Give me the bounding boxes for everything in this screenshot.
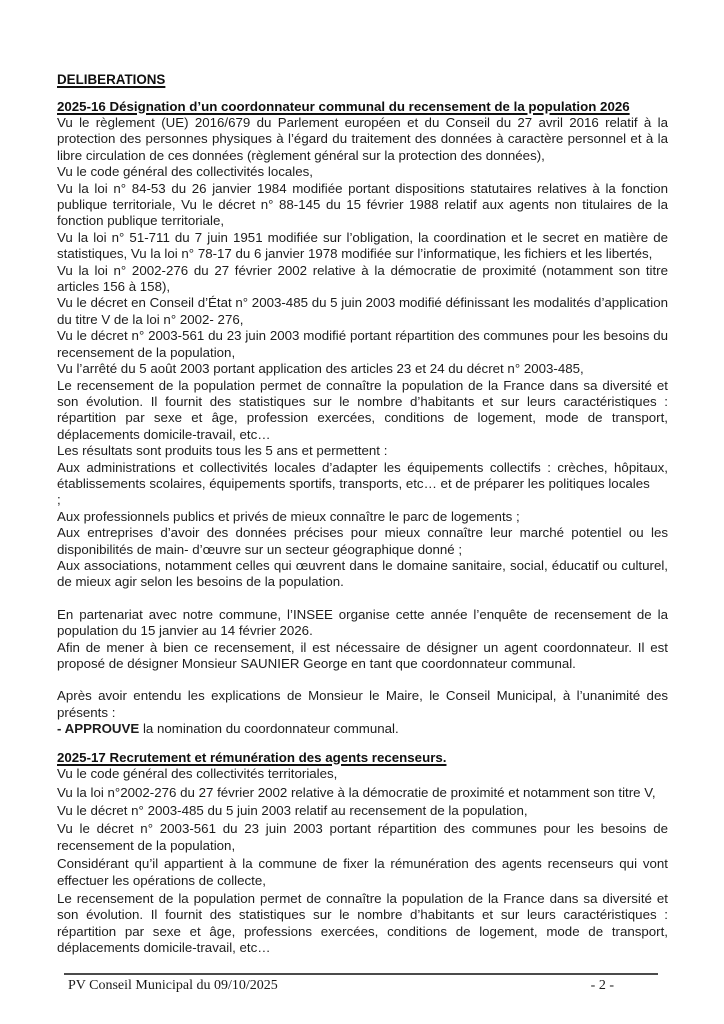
page-title: DELIBERATIONS [57, 72, 166, 87]
footer-document-reference: PV Conseil Municipal du 09/10/2025 [68, 978, 278, 993]
section-partnership-paragraphs [57, 607, 668, 673]
footer-page-number: - 2 - [590, 978, 614, 993]
paragraph: Aux professionnels publics et privés de mieux connaître le parc de logements ; [57, 508, 520, 524]
paragraph: Vu la loi n° 51-711 du 7 juin 1951 modifiée sur l’obligation, la coordination et le secret en matière de statistiques, Vu la loi n° 78-17 du 6 janvier 1978 modifiée sur l’informatique, les fichiers et les libertés, [57, 229, 668, 262]
section-deliberation-2025-17 [57, 750, 668, 957]
paragraph: Aux entreprises d’avoir des données précises pour mieux connaître leur marché potentiel ou les disponibilités de main- d’œuvre sur un secteur géographique donné ; [57, 525, 668, 557]
paragraph: Vu le décret en Conseil d’État n° 2003-485 du 5 juin 2003 modifié définissant les modalités d’application du titre V de la loi n° 2002- 276, [57, 295, 668, 327]
paragraph: En partenariat avec notre commune, l’INSEE organise cette année l’enquête de recensement de la population du 15 janvier au 14 février 2026. [57, 606, 668, 639]
paragraph: Considérant qu’il appartient à la commune de fixer la rémunération des agents recenseurs qui vont effectuer les opérations de collecte, [57, 856, 668, 888]
paragraph: Vu le code général des collectivités locales, [57, 164, 313, 180]
section-deliberation-2025-16 [57, 99, 668, 738]
paragraph: Vu le décret n° 2003-561 du 23 juin 2003 portant répartition des communes pour les besoins de recensement de la population, [57, 821, 668, 853]
paragraph: Vu la loi n°2002-276 du 27 février 2002 relative à la démocratie de proximité et notamment son titre V, [57, 784, 656, 800]
paragraph: Le recensement de la population permet de connaître la population de la France dans sa diversité et son évolution. Il fournit des statistiques sur le nombre d’habitants et sur leurs caractéristiques : répartition par sexe et âge, profession exercées, conditions de logement, mode de transport, déplacements domicile-travail, etc… [57, 377, 668, 442]
decision-label: - APPROUVE [57, 721, 140, 737]
paragraph: Vu l’arrêté du 5 août 2003 portant application des articles 23 et 24 du décret n° 2003-485, [57, 361, 584, 377]
paragraph: ; [57, 492, 61, 508]
paragraph: Vu le décret n° 2003-485 du 5 juin 2003 relatif au recensement de la population, [57, 802, 528, 818]
decision-text: la nomination du coordonnateur communal. [139, 721, 399, 737]
section-recitals [57, 766, 668, 956]
blank-line [57, 738, 668, 750]
paragraph: Vu la loi n° 2002-276 du 27 février 2002 relative à la démocratie de proximité (notamment son titre articles 156 à 158), [57, 262, 668, 295]
paragraph: Les résultats sont produits tous les 5 ans et permettent : [57, 443, 388, 459]
paragraph: Vu le règlement (UE) 2016/679 du Parlement européen et du Conseil du 27 avril 2016 relatif à la protection des personnes physiques à l’égard du traitement des données à caractère personnel et à la libre circulation de ces données (règlement général sur la protection des données), [57, 115, 668, 163]
blank-line [57, 672, 668, 688]
blank-line [57, 591, 668, 607]
paragraph: Afin de mener à bien ce recensement, il est nécessaire de désigner un agent coordonnateur. Il est proposé de désigner Monsieur SAUNIER George en tant que coordonnateur communal. [57, 639, 668, 671]
paragraph: Vu le code général des collectivités territoriales, [57, 766, 338, 782]
page-footer [64, 973, 658, 994]
footer-divider [64, 973, 658, 975]
section-recitals [57, 115, 668, 591]
paragraph: Vu la loi n° 84-53 du 26 janvier 1984 modifiée portant dispositions statutaires relatives à la fonction publique territoriale, Vu le décret n° 88-145 du 15 février 1988 relatif aux agents non titulaires de la fonction publique territoriale, [57, 180, 668, 229]
decision-line [57, 721, 668, 737]
section-heading: 2025-16 Désignation d’un coordonnateur communal du recensement de la population 2026 [57, 98, 630, 114]
paragraph: Aux associations, notamment celles qui œuvrent dans le domaine sanitaire, social, éducatif ou culturel, de mieux agir selon les besoins de la population. [57, 557, 668, 590]
section-heading: 2025-17 Recrutement et rémunération des agents recenseurs. [57, 749, 447, 765]
paragraph: Vu le décret n° 2003-561 du 23 juin 2003 modifié portant répartition des communes pour les besoins du recensement de la population, [57, 328, 668, 360]
page-content [57, 72, 668, 959]
closing-statement: Après avoir entendu les explications de Monsieur le Maire, le Conseil Municipal, à l’unanimité des présents : [57, 688, 668, 720]
paragraph: Le recensement de la population permet de connaître la population de la France dans sa diversité et son évolution. Il fournit des statistiques sur le nombre d’habitants et sur leurs caractéristiques : répartition par sexe et âge, professions exercées, conditions de logement, mode de transport, déplacements domicile-travail, etc… [57, 890, 668, 956]
footer-row [64, 978, 658, 994]
paragraph: Aux administrations et collectivités locales d’adapter les équipements collectifs : crèches, hôpitaux, établissements scolaires, équipements sportifs, transports, etc… et de préparer les politiques locales [57, 459, 668, 491]
